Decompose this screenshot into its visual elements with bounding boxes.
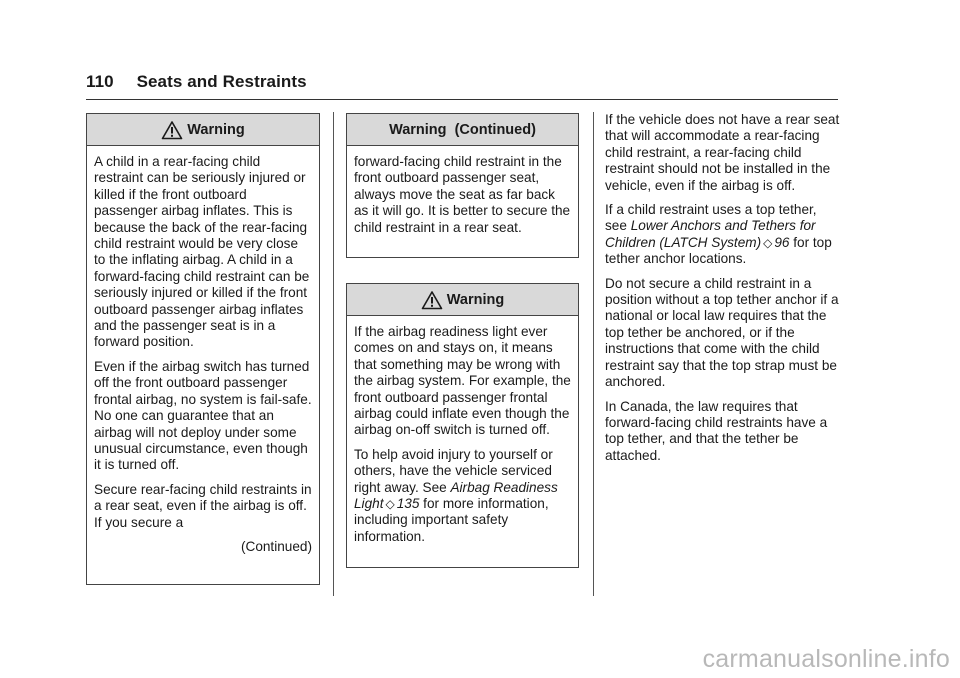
column-3-text: [605, 112, 841, 472]
text-span: for more information, including important safety information.: [354, 496, 549, 544]
watermark: carmanualsonline.info: [702, 645, 950, 673]
warning-box-3-title: Warning: [446, 291, 505, 308]
airbag-readiness-light-link[interactable]: Airbag Readiness Light: [354, 479, 558, 512]
warning-box-2-title: Warning (Continued): [389, 121, 536, 138]
text-span: To help avoid injury to yourself or others, have the vehicle serviced right away. See: [354, 446, 553, 495]
page-reference-arrow-icon: ◇: [385, 497, 395, 512]
warning-box-1-paragraph-2: Even if the airbag switch has turned off the front outboard passenger frontal airbag, no system is fail-safe. No one can guarantee that an airbag will not deploy under some unusual circumstance, even though it is turned off.: [94, 358, 312, 473]
latch-system-link[interactable]: Lower Anchors and Tethers for Children (LATCH System): [605, 218, 816, 250]
warning-triangle-icon: [421, 290, 443, 310]
header-rule: [86, 99, 838, 100]
column-divider-left: [333, 112, 334, 596]
warning-box-3: [346, 283, 579, 568]
warning-box-3-paragraph-2: [354, 447, 571, 545]
page-header: [86, 72, 307, 92]
column-3-paragraph-4: In Canada, the law requires that forward-facing child restraints have a top tether, and that the tether be attached.: [605, 398, 828, 463]
page-reference-arrow-icon: ◇: [763, 235, 773, 250]
warning-box-2-paragraph: forward-facing child restraint in the front outboard passenger seat, always move the seat as far back as it will go. It is better to secure the child restraint in a rear seat.: [354, 154, 571, 235]
warning-box-1-title: Warning: [187, 121, 245, 138]
text-span: If a child restraint uses a top tether, see: [605, 202, 817, 234]
page-reference-number: 135: [396, 496, 420, 512]
warning-box-2: [346, 113, 579, 258]
warning-box-2-header: [347, 114, 578, 146]
warning-box-1-header: [87, 114, 319, 146]
warning-box-1: [86, 113, 320, 585]
continued-label: (Continued): [240, 538, 312, 554]
page-reference-number: 96: [774, 234, 790, 250]
warning-box-2-body: [347, 146, 578, 242]
page-reference[interactable]: [761, 235, 789, 250]
warning-box-1-paragraph-1: A child in a rear-facing child restraint can be seriously injured or killed if the front outboard passenger airbag inflates. This is because the back of the rear-facing child restraint would be very close to the inflating airbag. A child in a forward-facing child restraint can be seriously injured or killed if the front outboard passenger airbag inflates and the passenger seat is in a forward position.: [94, 154, 310, 350]
page-reference[interactable]: [383, 496, 419, 511]
warning-box-1-body: [87, 146, 319, 561]
text-span: for top tether anchor locations.: [605, 234, 832, 267]
column-3-paragraph-1: If the vehicle does not have a rear seat that will accommodate a rear-facing child restraint, a rear-facing child restraint should not be installed in the vehicle, even if the airbag is off.: [605, 112, 840, 193]
warning-box-3-paragraph-1: If the airbag readiness light ever comes on and stays on, it means that something may be wrong with the airbag system. For example, the front outboard passenger frontal airbag could inflate even though the airbag on-off switch is turned off.: [354, 324, 571, 438]
column-3-paragraph-3: Do not secure a child restraint in a position without a top tether anchor if a national or local law requires that the top tether be anchored, or if the instructions that come with the child restraint say that the top strap must be anchored.: [605, 275, 839, 390]
warning-box-3-body: [347, 316, 578, 551]
column-divider-right: [593, 112, 594, 596]
section-title: Seats and Restraints: [136, 72, 307, 91]
warning-box-1-paragraph-3: Secure rear-facing child restraints in a rear seat, even if the airbag is off. If you secure a: [94, 481, 312, 530]
column-3-paragraph-2: [605, 202, 841, 268]
page-number: 110: [86, 72, 114, 91]
warning-box-3-header: [347, 284, 578, 316]
warning-triangle-icon: [161, 120, 183, 140]
